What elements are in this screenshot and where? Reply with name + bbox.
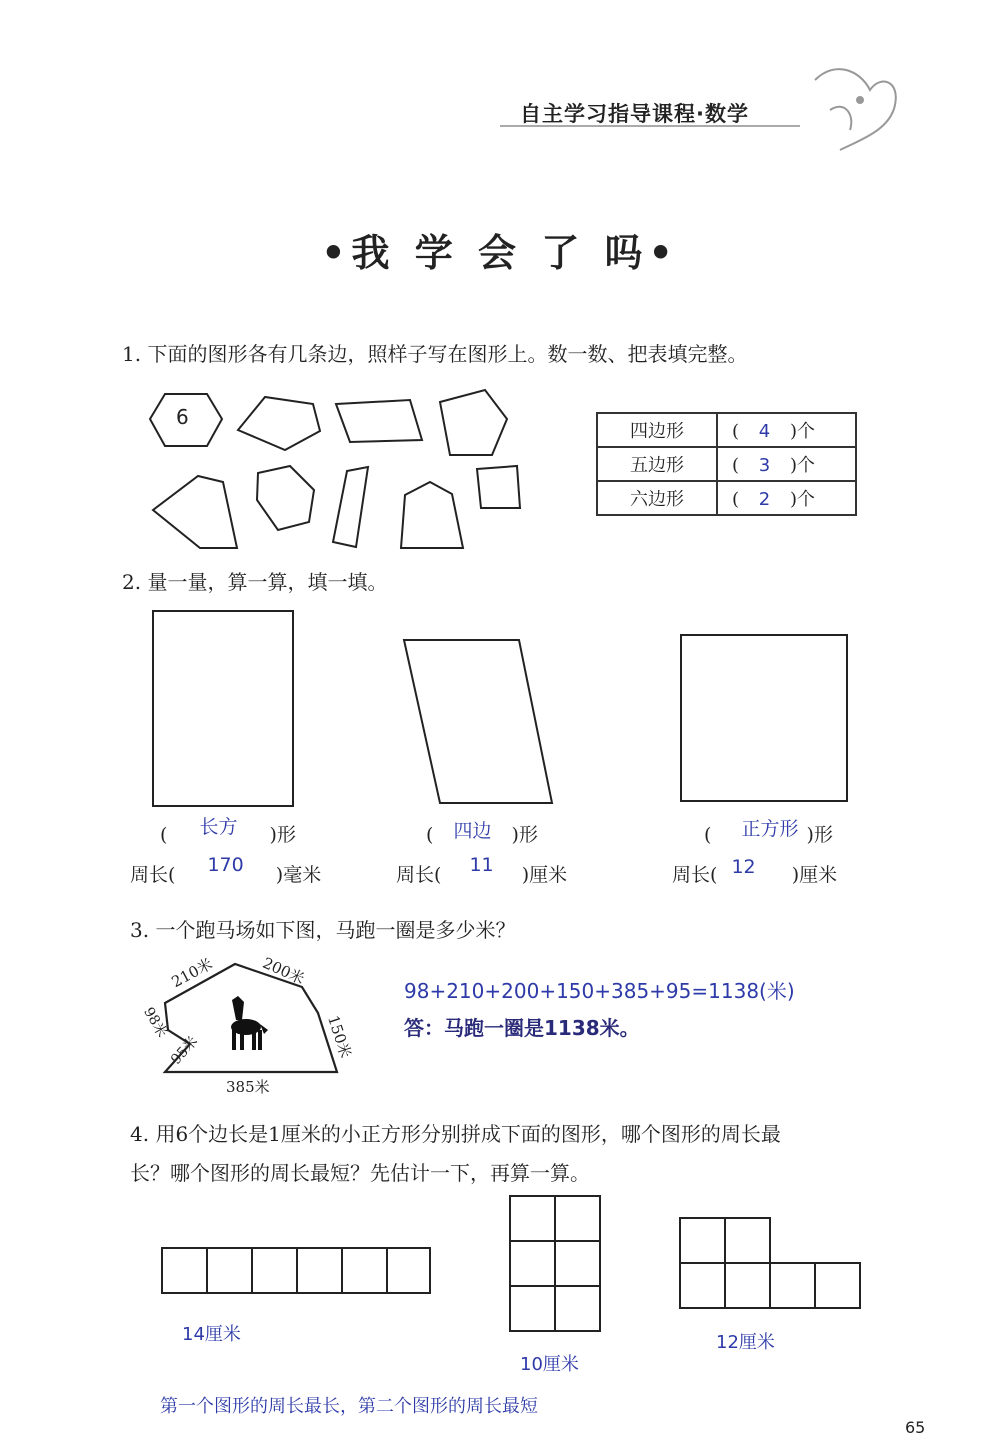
side-label-c: 150米 [324,1013,355,1061]
paren-close: )形 [511,824,538,846]
answer-text: 答：马跑一圈是1138米。 [404,1016,640,1040]
table-cell-name: 六边形 [597,481,717,515]
example-sides-label: 6 [176,405,189,429]
table-row [597,447,856,481]
table-row [597,481,856,515]
answer-value: 3 [758,455,771,476]
pentagon-2 [401,482,463,548]
shape-2-perimeter-row [396,854,568,887]
quad-3 [153,476,237,548]
perimeter-unit: )毫米 [275,864,322,886]
answer-value: 2 [758,489,771,510]
figure-2-block [510,1196,600,1331]
count-table [596,412,857,516]
shape-2-name-row [426,820,538,847]
q1-polygons [150,390,520,548]
side-label-b: 200米 [260,953,308,989]
paren-close: )个 [789,421,815,442]
pentagon-1 [440,390,507,455]
paren-close: )形 [806,824,833,846]
side-label-d: 385米 [226,1078,270,1096]
shape-1-perimeter-row [130,854,322,887]
perimeter-unit: )厘米 [521,864,568,886]
paren-close: )个 [789,489,815,510]
question-1-text: 1. 下面的图形各有几条边，照样子写在图形上。数一数、把表填完整。 [122,342,748,366]
hexagon-1 [257,466,314,530]
table-cell-name: 五边形 [597,447,717,481]
question-2-text: 2. 量一量，算一算，填一填。 [122,570,388,594]
table-cell-name: 四边形 [597,413,717,447]
shape-3-name-row [704,820,833,847]
quad-2 [336,400,422,442]
answer-figure-1: 14厘米 [182,1324,241,1345]
shape-2-name: 四边 [453,820,492,842]
question-4-text-line2: 长？哪个图形的周长最短？先估计一下，再算一算。 [130,1161,590,1185]
answer-value: 4 [758,421,771,442]
paren-open: ( [732,455,740,476]
conclusion-text: 第一个图形的周长最长，第二个图形的周长最短 [160,1396,538,1417]
table-cell-value [717,413,856,447]
equation: 98+210+200+150+385+95=1138(米) [404,979,795,1003]
parallelogram-shape [404,640,552,803]
square-small [477,466,520,508]
question-3-text: 3. 一个跑马场如下图，马跑一圈是多少米？ [130,918,516,942]
table-cell-value [717,481,856,515]
paren-open: ( [704,824,712,846]
square-shape [681,635,847,801]
side-label-a: 210米 [168,954,216,992]
figure-3-L [680,1218,860,1308]
perimeter-label: 周长( [396,864,442,886]
shape-3-perimeter: 12 [731,856,756,878]
answer-figure-3: 12厘米 [716,1332,775,1353]
paren-open: ( [426,824,434,846]
table-row [597,413,856,447]
paren-open: ( [160,824,168,846]
page-number: 65 [905,1418,926,1437]
shape-3-name: 正方形 [741,818,799,840]
side-label-e: 95米 [168,1033,202,1068]
paren-close: )个 [789,455,815,476]
shape-1-name: 长方 [199,816,238,838]
shape-2-perimeter: 11 [469,854,494,876]
perimeter-label: 周长( [672,864,718,886]
side-label-f: 98米 [140,1004,170,1041]
horse-icon [231,996,268,1050]
perimeter-label: 周长( [130,864,176,886]
question-4-text-line1: 4. 用6个边长是1厘米的小正方形分别拼成下面的图形，哪个图形的周长最 [130,1122,781,1146]
section-title: •我 学 会 了 吗• [321,230,679,275]
shape-3-perimeter-row [672,856,838,887]
answer-figure-2: 10厘米 [520,1354,579,1375]
decorative-sketch-icon [815,69,896,150]
q2-shapes [153,611,847,806]
header-title: 自主学习指导课程·数学 [520,102,749,126]
paren-open: ( [732,421,740,442]
q4-figures [162,1196,860,1331]
paren-close: )形 [269,824,296,846]
shape-1-perimeter: 170 [207,854,244,876]
shape-1-name-row [160,816,296,847]
quad-1 [238,397,320,450]
rect-tilted [333,467,368,547]
paren-open: ( [732,489,740,510]
rectangle-shape [153,611,293,806]
figure-1-row [162,1248,430,1293]
perimeter-unit: )厘米 [791,864,838,886]
table-cell-value [717,447,856,481]
